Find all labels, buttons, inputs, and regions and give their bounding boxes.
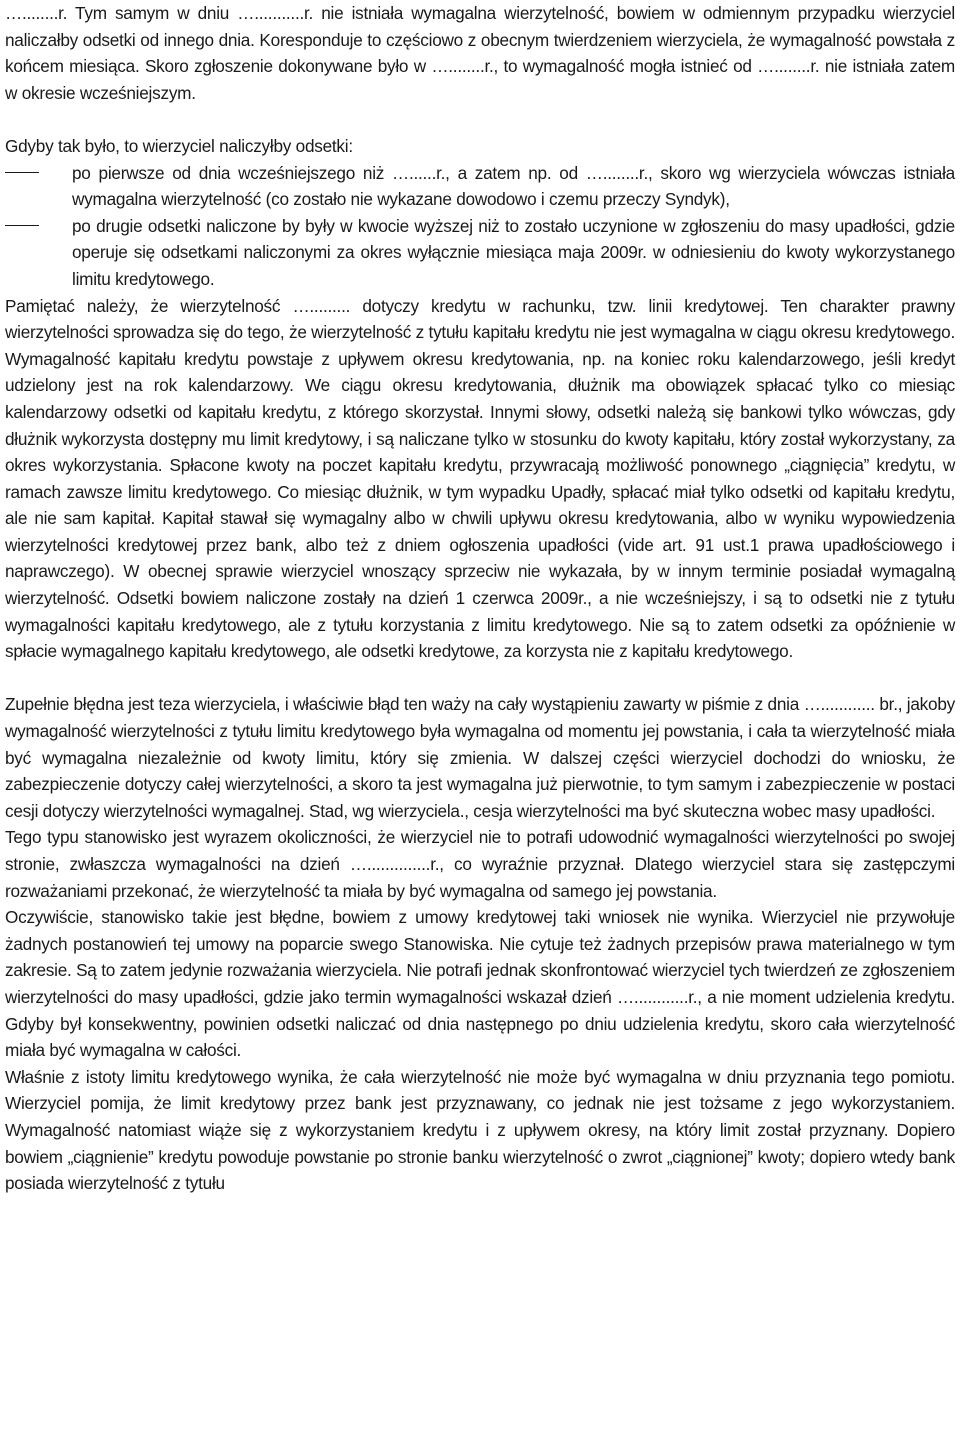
- paragraph-teza-wierzyciela: Zupełnie błędna jest teza wierzyciela, i właściwie błąd ten waży na cały wystąpieniu zawarty w piśmie z dnia …............ br., jakoby wymagalność wierzytelności z tytułu limitu kredytowego była wymagalna od momentu jej powstania, i cała ta wierzytelność miała być wymagalna niezależnie od kwoty limitu, który się zmienia. W dalszej części wierzyciel dochodzi do wniosku, że zabezpieczenie dotyczy całej wierzytelności, a skoro ta jest wymagalna już pierwotnie, to tym samym i zabezpieczenie w postaci cesji dotyczy wierzytelności wymagalnej. Stad, wg wierzyciela., cesja wierzytelności ma być skuteczna wobec masy upadłości.: [5, 694, 955, 821]
- dash-list-item: [5, 160, 955, 213]
- paragraph-spacer: [5, 106, 955, 133]
- paragraph-istota-limitu: Właśnie z istoty limitu kredytowego wynika, że cała wierzytelność nie może być wymagalna w dniu przyznania tego pomiotu. Wierzyciel pomija, że limit kredytowy przez bank jest przyznawany, co jednak nie jest tożsame z jego wykorzystaniem. Wymagalność natomiast wiąże się z wykorzystaniem kredytu i z upływem okresy, na który limit został przyznany. Dopiero bowiem „ciągnienie” kredytu powoduje powstanie po stronie banku wierzytelność o zwrot „ciągnionej” kwoty; dopiero wtedy bank posiada wierzytelność z tytułu: [5, 1066, 955, 1194]
- dash-list-item-text: po drugie odsetki naliczone by były w kwocie wyższej niż to zostało uczynione w zgłoszeniu do masy upadłości, gdzie operuje się odsetkami naliczonymi za okres wyłącznie miesiąca maja 2009r. w odniesieniu do kwoty wykorzystanego limitu kredytowego.: [72, 215, 955, 289]
- paragraph-stanowisko-bledne: Oczywiście, stanowisko takie jest błędne, bowiem z umowy kredytowej taki wniosek nie wynika. Wierzyciel nie przywołuje żadnych postanowień tej umowy na poparcie swego Stanowiska. Nie cytuje też żadnych przepisów prawa materialnego w tym zakresie. Są to zatem jedynie rozważania wierzyciela. Nie potrafi jednak skonfrontować wierzyciel tych twierdzeń ze zgłoszeniem wierzytelności do masy upadłości, gdzie jako termin wymagalności wskazał dzień …............r., a nie moment udzielenia kredytu. Gdyby był konsekwentny, powinien odsetki naliczać od dnia następnego po dniu udzielenia kredytu, skoro cała wierzytelność miała być wymagalna w całości.: [5, 907, 955, 1061]
- dash-list-item: [5, 213, 955, 293]
- dash-bullet-icon: [5, 225, 39, 226]
- document-page: [5, 0, 955, 1197]
- paragraph-stanowisko-wierzyciela: Tego typu stanowisko jest wyrazem okoliczności, że wierzyciel nie to potrafi udowodnić wymagalności wierzytelności po swojej stronie, zwłaszcza wymagalności na dzień …..............r., co wyraźnie przyznał. Dlatego wierzyciel stara się zastępczymi rozważaniami przekonać, że wierzytelność ta miała by być wymagalna od samego jej powstania.: [5, 827, 955, 901]
- paragraph-wymagalnosc-intro: …........r. Tym samym w dniu …...........r. nie istniała wymagalna wierzytelność, bowiem w odmiennym przypadku wierzyciel naliczałby odsetki od innego dnia. Koresponduje to częściowo z obecnym twierdzeniem wierzyciela, że wymagalność powstała z końcem miesiąca. Skoro zgłoszenie dokonywane było w …........r., to wymagalność mogła istnieć od …........r. nie istniała zatem w okresie wcześniejszym.: [5, 3, 955, 103]
- paragraph-gdyby-tak-bylo: Gdyby tak było, to wierzyciel naliczyłby odsetki:: [5, 135, 353, 156]
- paragraph-linia-kredytowa: Pamiętać należy, że wierzytelność …......... dotyczy kredytu w rachunku, tzw. linii kredytowej. Ten charakter prawny wierzytelności sprowadza się do tego, że wierzytelność z tytułu kapitału kredytu nie jest wymagalna w ciągu okresu kredytowego. Wymagalność kapitału kredytu powstaje z upływem okresu kredytowania, np. na koniec roku kalendarzowego, jeśli kredyt udzielony jest na rok kalendarzowy. We ciągu okresu kredytowania, dłużnik ma obowiązek spłacać tylko co miesiąc kalendarzowy odsetki od kapitału kredytu, z którego skorzystał. Innymi słowy, odsetki należą się bankowi tylko wówczas, gdy dłużnik wykorzysta dostępny mu limit kredytowy, i są naliczane tylko w stosunku do kwoty kapitału, który został wykorzystany, za okres wykorzystania. Spłacone kwoty na poczet kapitału kredytu, przywracają możliwość ponownego „ciągnięcia” kredytu, w ramach zawsze limitu kredytowego. Co miesiąc dłużnik, w tym wypadku Upadły, spłacać miał tylko odsetki od kapitału kredytu, ale nie sam kapitał. Kapitał stawał się wymagalny albo w chwili upływu okresu kredytowania, albo w wyniku wypowiedzenia wierzytelności kredytowej przez bank, albo też z dniem ogłoszenia upadłości (vide art. 91 ust.1 prawa upadłościowego i naprawczego). W obecnej sprawie wierzyciel wnoszący sprzeciw nie wykazała, by w innym terminie posiadał wymagalną wierzytelność. Odsetki bowiem naliczone zostały na dzień 1 czerwca 2009r., a nie wcześniejszy, i są to odsetki nie z tytułu wymagalności kapitału kredytowego, ale z tytułu korzystania z limitu kredytowego. Nie są to zatem odsetki za opóźnienie w spłacie wymagalnego kapitału kredytowego, ale odsetki kredytowe, za korzysta nie z kapitału kredytowego.: [5, 295, 955, 662]
- dash-list: [5, 160, 955, 293]
- paragraph-spacer: [5, 665, 955, 692]
- dash-bullet-icon: [5, 172, 39, 173]
- dash-list-item-text: po pierwsze od dnia wcześniejszego niż …......r., a zatem np. od …........r., skoro wg wierzyciela wówczas istniała wymagalna wierzytelność (co zostało nie wykazane dowodowo i czemu przeczy Syndyk),: [72, 162, 955, 210]
